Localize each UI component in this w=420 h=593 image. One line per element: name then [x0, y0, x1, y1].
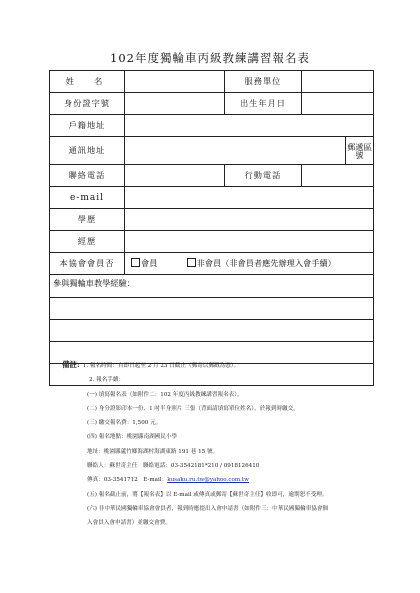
notes-lead: 備註: — [62, 360, 80, 369]
mailing-address-label: 通訊地址 — [50, 137, 125, 165]
note-item: (四) 報名地點：桃園縣南湖國民小學 — [87, 434, 178, 441]
note-item: 2. 報名手續： — [89, 377, 125, 384]
form-title: 102年度獨輪車丙級教練講習報名表 — [110, 51, 310, 65]
member-label: 本協會會員否 — [50, 253, 125, 275]
teaching-experience-line[interactable] — [50, 298, 374, 320]
notes-section — [62, 358, 382, 531]
member-yes-checkbox[interactable] — [131, 258, 140, 267]
education-label: 學歷 — [50, 209, 125, 231]
name-label: 姓 名 — [50, 71, 125, 93]
email-label: e-mail — [50, 187, 125, 209]
mailing-address-field[interactable] — [125, 137, 346, 165]
member-options — [125, 253, 374, 275]
unit-label: 服務單位 — [225, 71, 302, 93]
birth-date-field[interactable] — [302, 93, 374, 115]
id-number-field[interactable] — [125, 93, 225, 115]
mobile-field[interactable] — [302, 165, 374, 187]
note-item: (二) 身分證影印本一份、1 吋半身照片 三張（背面請填寫單位姓名），於報到時繳交。 — [87, 405, 299, 412]
note-item: 聯絡人：蘇世奇主任 聯絡電話：03-3542181*210 / 0918126410 — [87, 463, 260, 470]
member-yes-label: 會員 — [141, 258, 158, 268]
note-item: 入會員入會申請書）並繳交會費。 — [87, 520, 171, 527]
note-item: 1. 報名時間：自即日起至 2 月 23 日截止（郵寄以郵戳為憑）。 — [82, 363, 240, 369]
phone-field[interactable] — [125, 165, 225, 187]
teaching-experience-label: 參與獨輪車教學經驗： — [50, 275, 374, 298]
note-item: (一) 填寫報名表（如附件二：102 年度丙級教練講習報名表）。 — [87, 391, 243, 398]
unit-field[interactable] — [302, 71, 374, 93]
teaching-experience-line[interactable] — [50, 320, 374, 342]
member-no-checkbox[interactable] — [187, 258, 196, 267]
id-number-label: 身份證字號 — [50, 93, 125, 115]
note-item: (五) 報名截止前，將【報名表】以 E-mail 或傳真或郵寄【蘇世奇主任】收即可，逾期恕不受理。 — [87, 491, 328, 498]
email-field[interactable] — [125, 187, 374, 209]
note-item: 地址：桃園縣蘆竹鄉海湖村海湖東路 191 巷 15 號。 — [87, 448, 219, 455]
note-item: (三) 繳交報名費：1,500 元。 — [87, 420, 162, 427]
mobile-label: 行動電話 — [225, 165, 302, 187]
experience-field[interactable] — [125, 231, 374, 253]
experience-label: 經歷 — [50, 231, 125, 253]
email-link[interactable]: kusaku.ru.tw@yahoo.com.tw — [167, 477, 249, 484]
zip-code-label: 郵遞區號 — [346, 137, 374, 165]
phone-label: 聯絡電話 — [50, 165, 125, 187]
birth-date-label: 出生年月日 — [225, 93, 302, 115]
household-address-label: 戶籍地址 — [50, 115, 125, 137]
name-field[interactable] — [125, 71, 225, 93]
registration-form-table — [49, 70, 374, 386]
note-item: (六) 非中華民國獨輪車協會會員者，報到時應提出入會申請書（如附件三：中華民國獨輪車協會個 — [87, 505, 329, 512]
household-address-field[interactable] — [125, 115, 374, 137]
member-no-label: 非會員（非會員者應先辦理入會手續） — [196, 258, 336, 268]
note-item: 傳真：03-3541712 E-mail： — [87, 477, 168, 484]
education-field[interactable] — [125, 209, 374, 231]
